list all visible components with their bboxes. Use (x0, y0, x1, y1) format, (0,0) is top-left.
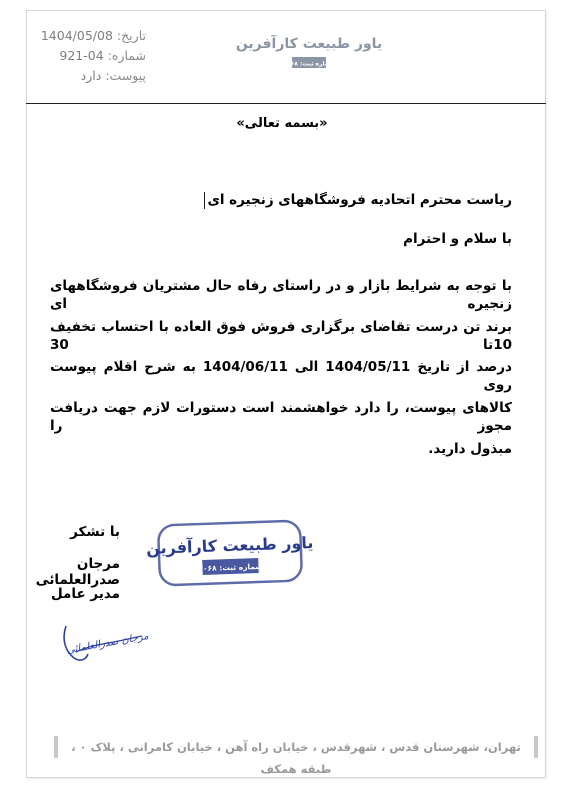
attachment-value: دارد (80, 68, 102, 83)
number-label: شماره: (107, 48, 146, 63)
bismillah-heading: «بسمه تعالی» (236, 116, 328, 131)
letter-meta (36, 27, 146, 87)
signer-name: مرجان صدرالعلمائی (35, 556, 120, 588)
stamp-reg-text: شماره ثبت: ۲۰۶۸ (198, 561, 263, 574)
greeting-line: با سلام و احترام (403, 231, 512, 247)
handwritten-signature (58, 616, 150, 668)
thanks-line: با تشکر (70, 524, 120, 540)
attachment-row (36, 67, 146, 87)
logo-reg-text: شماره ثبت: ۲۰۶۸ (283, 60, 335, 68)
stamp-name-text: یاور طبیعت کارآفرین (145, 533, 314, 558)
signer-title: مدیر عامل (50, 586, 120, 602)
body-line-4: کالاهای پیوست، را دارد خواهشمند است دستورات لازم جهت دریافت مجوز را (50, 400, 512, 434)
date-value: 1404/05/08 (40, 28, 113, 43)
recipient-line (50, 191, 512, 209)
body-line-1: با توجه به شرایط بازار و در راستای رفاه حال مشتریان فروشگاههای زنجیره ای (50, 278, 512, 312)
number-value: 921-04 (59, 48, 104, 63)
date-row (36, 27, 146, 47)
body-line-3: درصد از تاریخ 1404/05/11 الی 1404/06/11 به شرح اقلام پیوست روی (50, 359, 512, 393)
text-cursor (204, 192, 205, 209)
attachment-label: پیوست: (105, 68, 146, 83)
date-label: تاریخ: (116, 28, 146, 43)
body-line-2: برند تن درست تقاضای برگزاری فروش فوق العاده با احتساب تخفیف 10تا 30 (50, 319, 512, 353)
body-line-5: مبذول دارید. (428, 441, 512, 457)
address-footer: تهران، شهرستان قدس ، شهرقدس ، خیابان راه آهن ، خیابان کامرانی ، پلاک ۰ ، طبقه همکف (54, 736, 538, 758)
header-divider (26, 103, 546, 104)
company-stamp (145, 517, 314, 588)
signature-text: مرجان صدرالعلمائی (65, 630, 150, 657)
number-row (36, 47, 146, 67)
logo-brand-text: یاور طبیعت کارآفرین (235, 36, 383, 52)
recipient-text: ریاست محترم اتحادیه فروشگاههای زنجیره ای (207, 192, 512, 208)
company-logo (235, 24, 383, 78)
